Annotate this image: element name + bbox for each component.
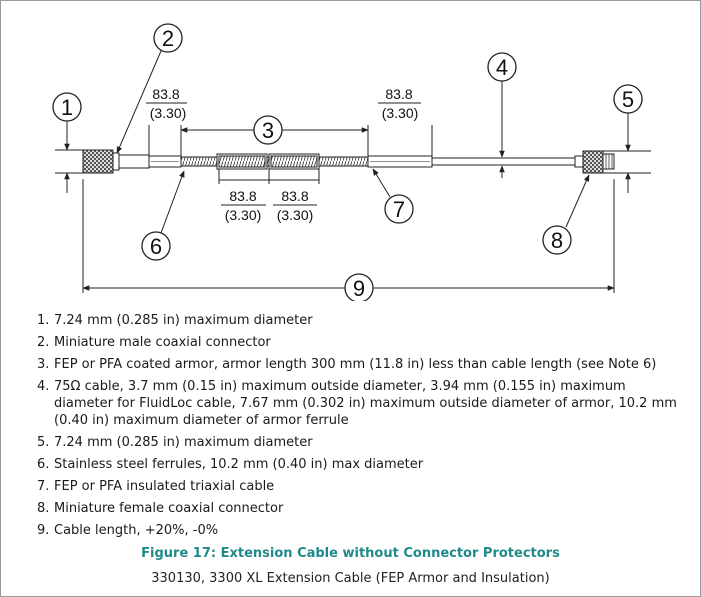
- legend-item: 3. FEP or PFA coated armor, armor length 300 mm (11.8 in) less than cable length (see Note 6): [37, 357, 657, 372]
- dimension-label-center-right: [273, 188, 317, 223]
- svg-text:4: 4: [495, 55, 509, 80]
- svg-text:9: 9: [352, 276, 366, 301]
- legend-list: [37, 312, 687, 544]
- svg-text:7: 7: [392, 197, 406, 222]
- figure-title: Figure 17: Extension Cable without Connector Protectors: [141, 546, 560, 561]
- legend-item: 6. Stainless steel ferrules, 10.2 mm (0.40 in) max diameter: [37, 457, 424, 472]
- female-connector: [583, 151, 603, 173]
- callout-4: [488, 53, 516, 81]
- callout-9: [345, 274, 373, 301]
- svg-text:1: 1: [60, 95, 74, 120]
- dimension-label-center-left: [221, 188, 266, 223]
- dimension-label-left: [146, 86, 187, 121]
- male-connector: [83, 150, 113, 173]
- legend-item: 2. Miniature male coaxial connector: [37, 335, 271, 350]
- svg-text:83.8: 83.8: [229, 188, 257, 204]
- legend-item: 5. 7.24 mm (0.285 in) maximum diameter: [37, 435, 313, 450]
- dimension-5-lines: [601, 113, 651, 193]
- cable-assembly: [83, 150, 614, 173]
- callout-7: [385, 195, 413, 223]
- svg-text:6: 6: [149, 234, 163, 259]
- callout-1: [53, 93, 81, 121]
- svg-text:(3.30): (3.30): [149, 105, 187, 121]
- legend-item: 1. 7.24 mm (0.285 in) maximum diameter: [37, 313, 313, 328]
- svg-text:(3.30): (3.30): [381, 105, 419, 121]
- svg-text:83.8: 83.8: [281, 188, 309, 204]
- svg-text:2: 2: [161, 26, 175, 51]
- callout-2: [154, 24, 182, 52]
- svg-text:5: 5: [621, 87, 635, 112]
- svg-text:83.8: 83.8: [385, 86, 413, 102]
- legend-item: 4. 75Ω cable, 3.7 mm (0.15 in) maximum outside diameter, 3.94 mm (0.155 in) maximum diameter for FluidLoc cable, 7.67 mm (0.302 in) maximum outside diameter of armor, 10.2 mm (0.40 in) maximum diameter of armor ferrule: [37, 379, 677, 428]
- svg-text:8: 8: [550, 228, 564, 253]
- svg-text:3: 3: [261, 118, 275, 143]
- svg-text:(3.30): (3.30): [276, 207, 314, 223]
- legend-item: 9. Cable length, +20%, -0%: [37, 523, 219, 538]
- callout-6: [142, 232, 170, 260]
- figure-subtitle: 330130, 3300 XL Extension Cable (FEP Armor and Insulation): [151, 571, 550, 586]
- callout-3: [254, 116, 282, 144]
- dimension-label-right: [378, 86, 421, 121]
- legend-item: 8. Miniature female coaxial connector: [37, 501, 284, 516]
- triaxial-cable: [432, 158, 581, 165]
- leader-lines: [117, 51, 589, 233]
- svg-text:(3.30): (3.30): [224, 207, 262, 223]
- callout-8: [543, 226, 571, 254]
- extension-cable-diagram: [1, 1, 700, 301]
- svg-text:83.8: 83.8: [152, 86, 180, 102]
- legend-item: 7. FEP or PFA insulated triaxial cable: [37, 479, 275, 494]
- callout-5: [614, 85, 642, 113]
